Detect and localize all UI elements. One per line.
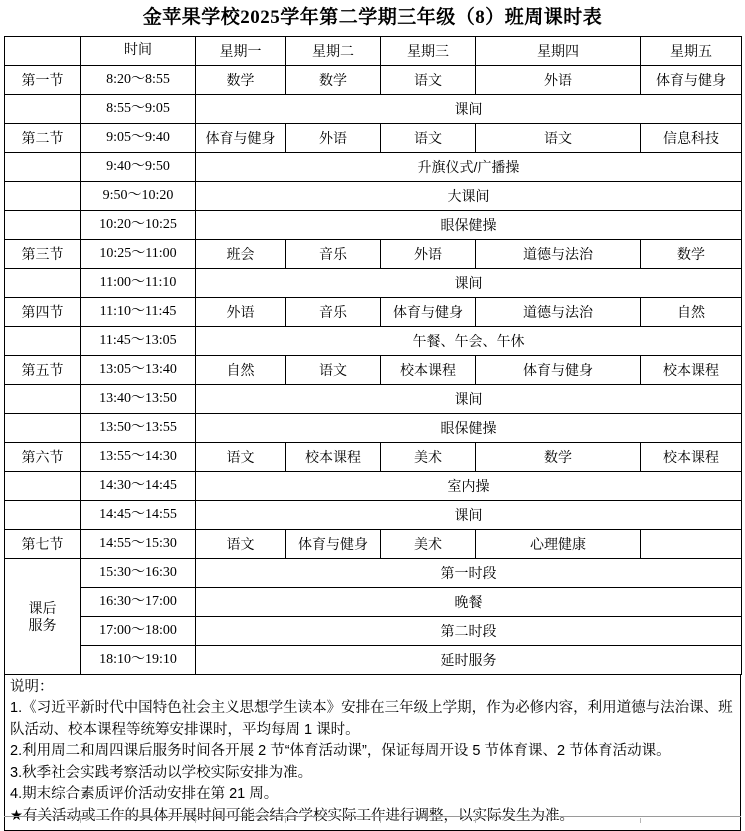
header-day-cell-3: 星期三 [381,37,476,66]
period-cell [5,385,81,414]
subject-cell-day-1: 数学 [196,66,286,95]
activity-span-cell: 午餐、午会、午休 [196,327,742,356]
subject-cell-day-2: 音乐 [286,298,381,327]
subject-cell-day-1: 体育与健身 [196,124,286,153]
table-row [5,153,742,182]
time-cell: 15:30～16:30 [81,559,196,588]
activity-span-cell: 第二时段 [196,617,742,646]
time-cell: 13:55～14:30 [81,443,196,472]
period-cell [5,269,81,298]
table-row [5,385,742,414]
period-cell: 第五节 [5,356,81,385]
subject-cell-day-4: 数学 [476,443,641,472]
subject-cell-day-3: 体育与健身 [381,298,476,327]
note-item: 2.利用周二和周四课后服务时间各开展 2 节“体育活动课”，保证每周开设 5 节体育课、2 节体育活动课。 [10,743,671,760]
schedule-table-wrapper [0,36,745,675]
table-row [5,646,742,675]
activity-span-cell: 晚餐 [196,588,742,617]
time-cell: 9:40～9:50 [81,153,196,182]
subject-cell-day-3: 美术 [381,443,476,472]
period-cell [5,95,81,124]
period-cell [5,327,81,356]
subject-cell-day-4: 道德与法治 [476,240,641,269]
table-row [5,617,742,646]
period-cell: 第六节 [5,443,81,472]
table-row [5,66,742,95]
period-cell [5,153,81,182]
activity-span-cell: 眼保健操 [196,211,742,240]
activity-span-cell: 升旗仪式/广播操 [196,153,742,182]
subject-cell-day-4: 语文 [476,124,641,153]
activity-span-cell: 课间 [196,95,742,124]
period-cell [5,472,81,501]
subject-cell-day-2: 校本课程 [286,443,381,472]
period-cell [5,211,81,240]
time-cell: 9:50～10:20 [81,182,196,211]
period-cell [5,414,81,443]
header-day-cell-2: 星期二 [286,37,381,66]
header-day-cell-4: 星期四 [476,37,641,66]
table-header-row [5,37,742,66]
subject-cell-day-2: 语文 [286,356,381,385]
after-school-label-line-1: 课后 [28,600,57,617]
time-cell: 9:05～9:40 [81,124,196,153]
subject-cell-day-3: 美术 [381,530,476,559]
activity-span-cell: 课间 [196,501,742,530]
subject-cell-day-3: 语文 [381,124,476,153]
table-row [5,443,742,472]
time-cell: 11:00～11:10 [81,269,196,298]
time-cell: 11:10～11:45 [81,298,196,327]
subject-cell-day-5: 信息科技 [641,124,742,153]
activity-span-cell: 室内操 [196,472,742,501]
table-row [5,298,742,327]
activity-span-cell: 眼保健操 [196,414,742,443]
time-cell: 14:55～15:30 [81,530,196,559]
table-row [5,211,742,240]
period-cell: 第二节 [5,124,81,153]
subject-cell-day-5: 数学 [641,240,742,269]
time-cell: 14:45～14:55 [81,501,196,530]
subject-cell-day-4: 道德与法治 [476,298,641,327]
time-cell: 8:55～9:05 [81,95,196,124]
time-cell: 13:40～13:50 [81,385,196,414]
bottom-divider [4,816,741,817]
time-cell: 17:00～18:00 [81,617,196,646]
time-cell: 16:30～17:00 [81,588,196,617]
subject-cell-day-4: 外语 [476,66,641,95]
subject-cell-day-4: 心理健康 [476,530,641,559]
table-row [5,356,742,385]
header-day-cell-5: 星期五 [641,37,742,66]
note-item: 4.期末综合素质评价活动安排在第 21 周。 [10,786,279,803]
period-cell [5,182,81,211]
activity-span-cell: 课间 [196,385,742,414]
table-row [5,327,742,356]
subject-cell-day-2: 数学 [286,66,381,95]
time-cell: 13:50～13:55 [81,414,196,443]
time-cell: 8:20～8:55 [81,66,196,95]
note-item: ★有关活动或工作的具体开展时间可能会结合学校实际工作进行调整，以实际发生为准。 [10,807,574,824]
time-cell: 18:10～19:10 [81,646,196,675]
subject-cell-day-3: 校本课程 [381,356,476,385]
time-cell: 11:45～13:05 [81,327,196,356]
time-cell: 10:20～10:25 [81,211,196,240]
period-cell: 第三节 [5,240,81,269]
table-row [5,182,742,211]
table-row [5,269,742,298]
time-cell: 10:25～11:00 [81,240,196,269]
subject-cell-day-1: 外语 [196,298,286,327]
subject-cell-day-5: 校本课程 [641,356,742,385]
notes-heading: 说明： [10,679,54,695]
subject-cell-day-2: 体育与健身 [286,530,381,559]
table-row [5,559,742,588]
table-row [5,124,742,153]
subject-cell-day-5: 自然 [641,298,742,327]
activity-span-cell: 大课间 [196,182,742,211]
table-row [5,530,742,559]
table-row [5,501,742,530]
subject-cell-day-1: 语文 [196,443,286,472]
period-cell: 第一节 [5,66,81,95]
subject-cell-day-1: 自然 [196,356,286,385]
schedule-table [4,36,742,675]
page-title: 金苹果学校2025学年第二学期三年级（8）班周课时表 [142,7,603,28]
subject-cell-day-5 [641,530,742,559]
subject-cell-day-1: 班会 [196,240,286,269]
subject-cell-day-2: 外语 [286,124,381,153]
header-time-cell: 时间 [81,37,196,66]
subject-cell-day-4: 体育与健身 [476,356,641,385]
table-row [5,588,742,617]
subject-cell-day-3: 外语 [381,240,476,269]
after-school-label-line-2: 服务 [28,616,57,633]
period-cell: 第七节 [5,530,81,559]
period-cell: 第四节 [5,298,81,327]
activity-span-cell: 延时服务 [196,646,742,675]
header-day-cell-1: 星期一 [196,37,286,66]
period-cell [5,501,81,530]
time-cell: 14:30～14:45 [81,472,196,501]
subject-cell-day-5: 体育与健身 [641,66,742,95]
table-row [5,95,742,124]
table-row [5,414,742,443]
header-period-cell [5,37,81,66]
activity-span-cell: 课间 [196,269,742,298]
activity-span-cell: 第一时段 [196,559,742,588]
subject-cell-day-3: 语文 [381,66,476,95]
table-row [5,472,742,501]
table-row [5,240,742,269]
note-item: 3.秋季社会实践考察活动以学校实际安排为准。 [10,764,313,781]
notes-box [4,675,741,831]
after-school-label-cell [5,559,81,675]
subject-cell-day-1: 语文 [196,530,286,559]
note-item: 1.《习近平新时代中国特色社会主义思想学生读本》安排在三年级上学期，作为必修内容，利用道德与法治课、班队活动、校本课程等统筹安排课时，平均每周 1 课时。 [10,700,733,738]
subject-cell-day-5: 校本课程 [641,443,742,472]
time-cell: 13:05～13:40 [81,356,196,385]
subject-cell-day-2: 音乐 [286,240,381,269]
